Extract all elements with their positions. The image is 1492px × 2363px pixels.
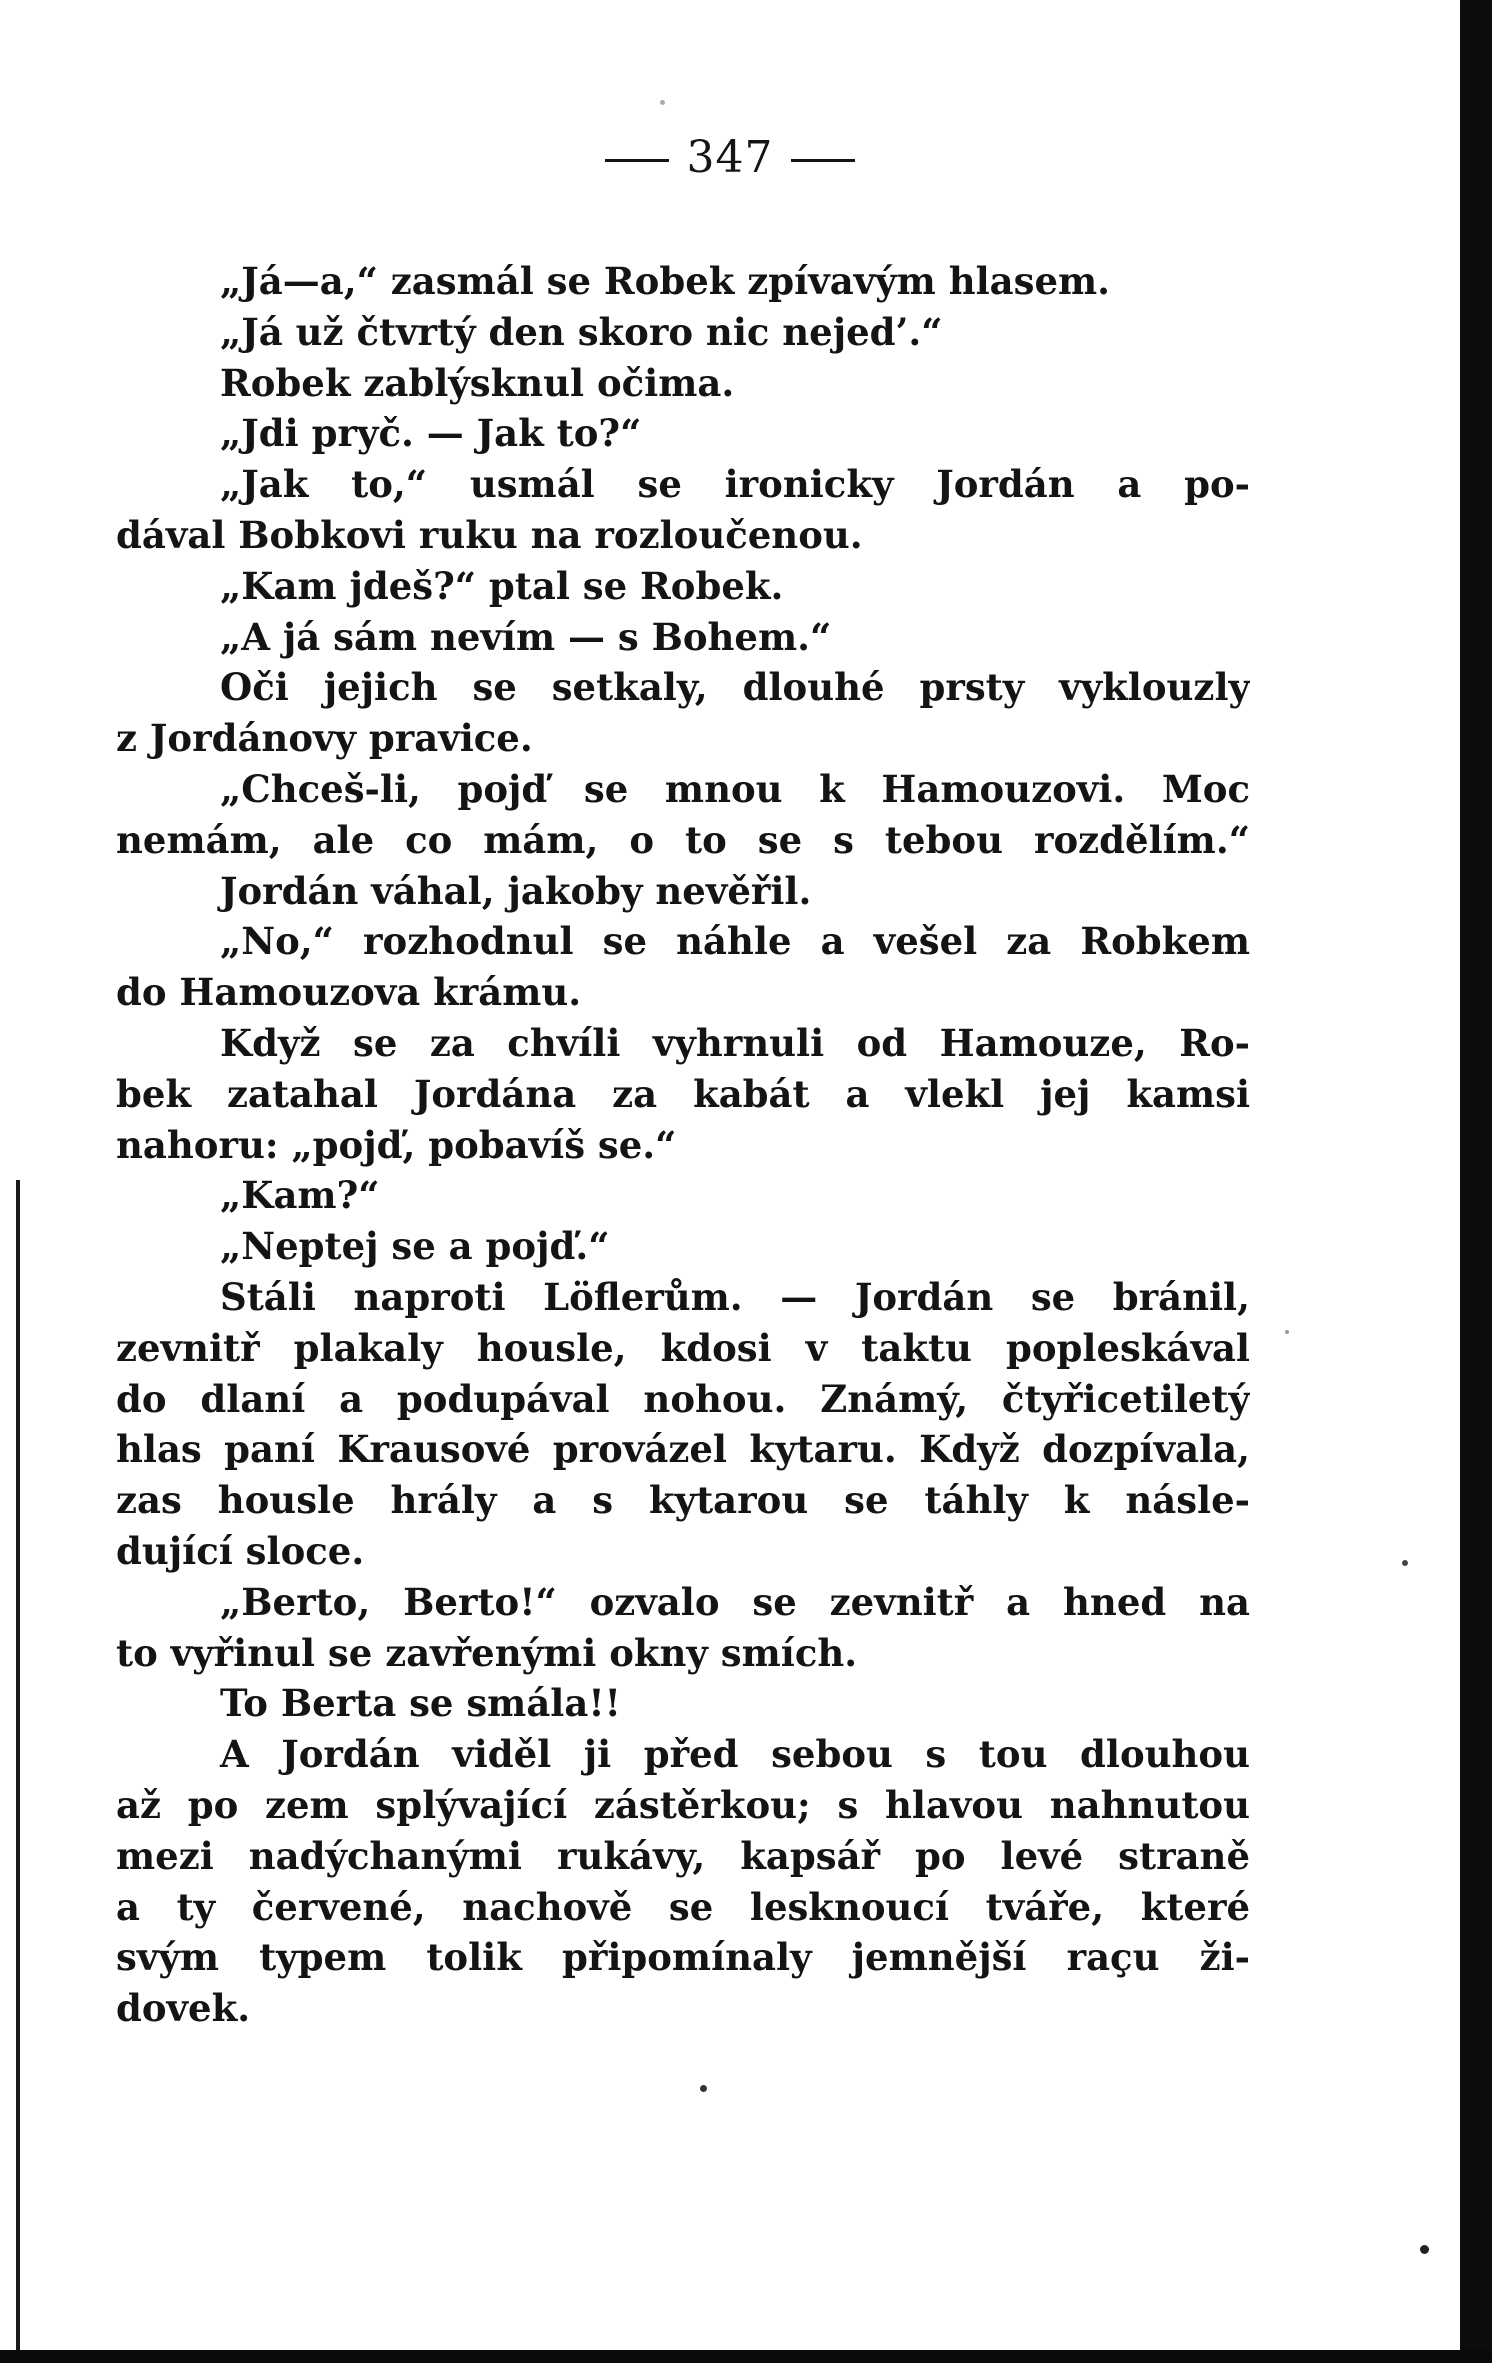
print-speck xyxy=(700,2085,707,2092)
text-line: až po zem splývající zástěrkou; s hlavou nahnutou xyxy=(116,1782,1250,1827)
text-line: Stáli naproti Löflerům. — Jordán se bránil, xyxy=(220,1274,1250,1319)
text-line: zevnitř plakaly housle, kdosi v taktu popleskával xyxy=(116,1325,1250,1370)
text-line: dovek. xyxy=(116,1986,251,2031)
text-line: nemám, ale co mám, o to se s tebou rozdělím.“ xyxy=(116,817,1250,862)
text-line: nahoru: „pojď, pobavíš se.“ xyxy=(116,1122,677,1167)
text-line: zas housle hrály a s kytarou se táhly k násle- xyxy=(116,1478,1250,1523)
text-line: Robek zablýsknul očima. xyxy=(220,360,735,405)
text-line: Oči jejich se setkaly, dlouhé prsty vyklouzly xyxy=(220,665,1250,710)
text-line: „Neptej se a pojď.“ xyxy=(220,1224,610,1269)
page-number-header xyxy=(0,128,1460,188)
text-line: „Chceš-li, pojď se mnou k Hamouzovi. Moc xyxy=(220,766,1250,811)
text-line: svým typem tolik připomínaly jemnější raçu ži- xyxy=(116,1935,1250,1980)
text-line: A Jordán viděl ji před sebou s tou dlouhou xyxy=(220,1732,1250,1777)
print-speck xyxy=(1285,1330,1289,1334)
page-number: 347 xyxy=(686,132,774,183)
text-line: do Hamouzova krámu. xyxy=(116,970,582,1015)
text-line: „Berto, Berto!“ ozvalo se zevnitř a hned na xyxy=(220,1579,1250,1624)
text-line: „Kam jdeš?“ ptal se Robek. xyxy=(220,563,784,608)
text-line: dával Bobkovi ruku na rozloučenou. xyxy=(116,512,863,557)
page-number-dash-right xyxy=(791,159,855,162)
text-line: Jordán váhal, jakoby nevěřil. xyxy=(220,868,812,913)
text-line: dující sloce. xyxy=(116,1528,365,1573)
text-line: „No,“ rozhodnul se náhle a vešel za Robkem xyxy=(220,919,1250,964)
text-line: hlas paní Krausové provázel kytaru. Když dozpívala, xyxy=(116,1427,1250,1472)
text-line: Když se za chvíli vyhrnuli od Hamouze, Ro- xyxy=(220,1020,1250,1065)
text-line: „Já—a,“ zasmál se Robek zpívavým hlasem. xyxy=(220,259,1111,303)
text-line: mezi nadýchanými rukávy, kapsář po levé straně xyxy=(116,1833,1250,1878)
page-edge-right xyxy=(1460,0,1492,2363)
text-line: „Jak to,“ usmál se ironicky Jordán a po- xyxy=(220,462,1250,507)
text-line: To Berta se smála!! xyxy=(220,1681,621,1726)
text-line: „Jdi pryč. — Jak to?“ xyxy=(220,411,642,456)
page-number-dash-left xyxy=(605,159,669,162)
text-line: to vyřinul se zavřenými okny smích. xyxy=(116,1630,858,1675)
binding-edge-line xyxy=(16,1180,20,2350)
page-edge-bottom xyxy=(0,2350,1492,2363)
text-line: a ty červené, nachově se lesknoucí tváře, které xyxy=(116,1884,1250,1929)
text-line: bek zatahal Jordána za kabát a vlekl jej kamsi xyxy=(116,1071,1250,1116)
body-text xyxy=(116,256,1250,2034)
text-line: „Kam?“ xyxy=(220,1173,380,1218)
text-line: „Já už čtvrtý den skoro nic nejed’.“ xyxy=(220,309,943,354)
text-line: „A já sám nevím — s Bohem.“ xyxy=(220,614,832,659)
text-line: do dlaní a podupával nohou. Známý, čtyřicetiletý xyxy=(116,1376,1250,1421)
print-speck xyxy=(1402,1560,1408,1566)
print-speck xyxy=(660,100,665,105)
text-line: z Jordánovy pravice. xyxy=(116,716,533,761)
print-speck xyxy=(1420,2245,1429,2254)
